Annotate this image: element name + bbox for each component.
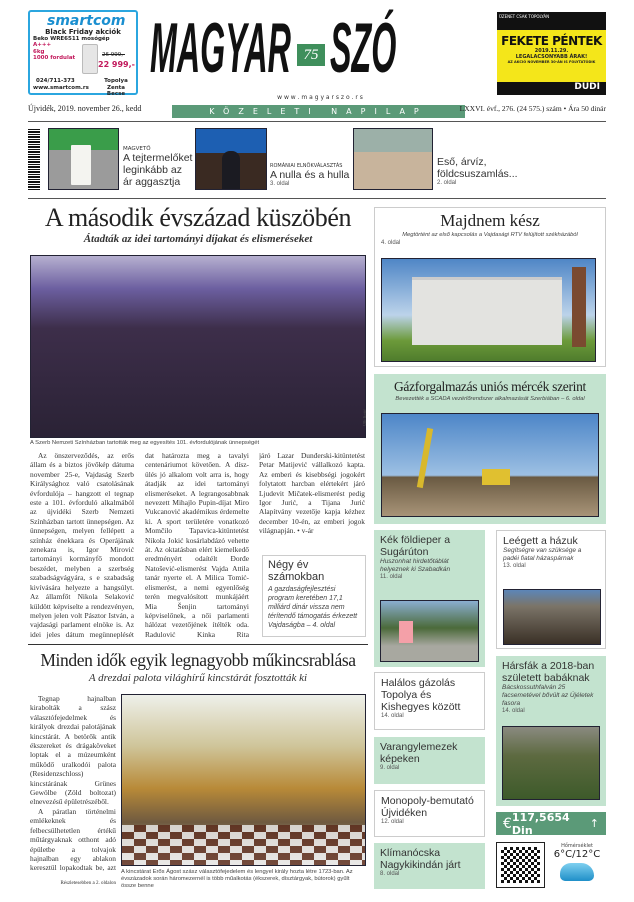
smartcom-ad[interactable] (28, 10, 138, 95)
theater-audience-image (30, 255, 366, 438)
side-box-title: Négy év számokban (268, 559, 325, 583)
divider (28, 121, 606, 122)
teaser-1[interactable] (123, 146, 193, 188)
story-page: 13. oldal (503, 563, 526, 569)
story-majdnem-kesz[interactable] (374, 207, 606, 367)
divider (28, 198, 606, 199)
side-box-text: A gazdaságfejlesztési program keretében 17,1 milliárd dinár vissza nem térítendő támogatás érkezett Vajdaságba – 4. oldal (268, 586, 358, 629)
ad-line: AZ AKCIÓ NOVEMBER 30-ÁN IS FOLYTATÓDIK (507, 60, 596, 64)
euro-icon: € (503, 815, 512, 832)
story-monopoly[interactable] (374, 790, 485, 837)
ad-title: Black Friday akciók (45, 28, 121, 36)
ad-web: www.smartcom.rs (33, 85, 89, 91)
arrow-up-icon: ↑ (589, 817, 599, 830)
second-subtitle: A drezdai palota világhírű kincstárát fosztották ki (88, 672, 308, 684)
body-text: A páratlan történelmi emlékeknek és felbecsülhetetlen értékű műtárgyaknak otthont adó épületbe a tolvajok hajnalban egy ablakon keresztül lopakodtak be, azt (30, 806, 116, 873)
more-link[interactable]: Részletesebben a 2. oldalon (60, 881, 116, 886)
story-harsfak[interactable] (496, 656, 606, 806)
fekete-pentek-ad[interactable] (497, 12, 606, 95)
ad-price: 22 999,- (98, 60, 135, 69)
lead-body-col-3 (259, 451, 365, 545)
weather-label: Hőmérséklet (561, 843, 593, 849)
second-article (28, 648, 368, 684)
photo-caption: A Szerb Nemzeti Színházban tartották meg az egyesítés 101. évfordulójának ünnepségét (30, 440, 260, 446)
teaser-title: A tejtermelőket leginkább az ár aggasztja (123, 152, 193, 188)
pipeline-image (381, 413, 599, 517)
lead-headline[interactable]: A második évszázad küszöbén (44, 203, 352, 232)
story-title: Klímanócska Nagykikindán járt (380, 847, 461, 871)
divider (28, 644, 368, 645)
body-text: járó Lazar Dunđerski-kitüntetést Petar Matijević vállalkozó kapta. Az emberi és kisebbségi jogokért folytatott harcban elértekért járó Ljudevit Mičatek-elismerést pedig Igor Jurić, a Tijana Jurić Alapítvány vezetője kapja kézhez december 10-én, az emberi jogok világnapján. • v-ár (259, 451, 365, 536)
issue-date: Újvidék, 2019. november 26., kedd (28, 104, 142, 113)
ad-product: Beko WRE6511 mosógép (33, 35, 110, 42)
story-subtitle: Huszonhat hirdetőtáblát helyeznek ki Szabadkán (380, 558, 451, 573)
ad-spec: 1000 fordulat (33, 55, 76, 61)
teaser-2[interactable] (270, 163, 350, 187)
second-body (30, 694, 116, 873)
ad-spec: 6kg (33, 48, 45, 55)
story-subtitle: Megtörtént az első kapcsolás a Vajdasági RTV felújított székházából (402, 232, 578, 238)
story-title: Halálos gázolás Topolya és Kishegyes között (381, 677, 461, 713)
story-page: 8. oldal (380, 871, 400, 877)
rtv-building-image (381, 258, 596, 362)
story-leegett[interactable] (496, 530, 606, 649)
story-title: Majdnem kész (440, 211, 540, 230)
ad-phone: 024/711-373 (36, 78, 75, 84)
flood-image (353, 128, 433, 190)
story-page: 9. oldal (380, 765, 400, 771)
story-kek-foldieper[interactable] (374, 530, 485, 667)
washing-machine-image (82, 44, 98, 74)
teaser-kicker: ROMÁNIAI ELNÖKVÁLASZTÁS (270, 163, 343, 169)
ad-brand: smartcom (47, 13, 126, 29)
teaser-kicker: MAGVETŐ (123, 146, 151, 152)
logo-text: MAGYAR (150, 9, 291, 89)
lead-body-col-1 (30, 451, 134, 639)
euro-rate (496, 812, 606, 835)
story-subtitle: Bácskossuthfalván 25 facsemetével bővült az Újéletek fasora (502, 684, 594, 707)
teaser-title: A nulla és a hulla (270, 169, 350, 181)
ad-top: ÜZENET CSAK TOPOLYÁN (497, 12, 606, 30)
weather (548, 843, 606, 881)
story-page: 4. oldal (381, 240, 401, 246)
ad-spec: A+++ (33, 42, 52, 48)
teaser-title: Eső, árvíz, földcsuszamlás... (437, 156, 518, 180)
masthead-url: w w w . m a g y a r s z o . r s (277, 94, 363, 101)
lead-subtitle: Átadták az idei tartományi díjakat és elismeréseket (83, 233, 313, 245)
teaser-3[interactable] (437, 156, 527, 186)
story-title: Gázforgalmazás uniós mércék szerint (393, 379, 587, 394)
tree-planting-image (502, 726, 600, 800)
ad-title: FEKETE PÉNTEK (501, 34, 602, 48)
burnt-house-image (503, 589, 601, 645)
body-text: Tegnap hajnalban kirabolták a szász választófejedelmek és királyok drezdai palotájának kincstárát. A betörők antik ékszereket és drágaköveket loptak el a múzeumként működő uralkodói palota (Residenzschloss) kincstárának Grünes Gewölbe (Zöld boltozat) elnevezésű épületrészéből. (30, 694, 116, 807)
ad-line: LEGALACSONYABB ÁRAK! (515, 54, 588, 60)
story-title: Varangylemezek képeken (380, 741, 458, 765)
logo-text: SZÓ (330, 9, 397, 89)
ad-date: 2019.11.29. (534, 48, 569, 54)
story-page: 14. oldal (381, 713, 404, 719)
story-title: Monopoly-bemutató Újvidéken (381, 795, 474, 819)
election-image (195, 128, 267, 190)
story-klima[interactable] (374, 843, 485, 889)
second-headline[interactable]: Minden idők egyik legnagyobb műkincsrablása (40, 650, 356, 670)
euro-value: 117,5654 Din (511, 810, 570, 837)
photo-caption: A kincstárat Erős Ágost szász választófejedelem és lengyel király hozta létre 1723-ban. Az évszázadok során háromezernél is több műalkotás (ékszerek, dísztárgyak, bútorok) gyűlt össze benne (121, 869, 353, 889)
treasury-image (121, 694, 366, 866)
side-box-four-years[interactable] (262, 555, 366, 637)
story-halalos[interactable] (374, 672, 485, 730)
tagline-band: KÖZELETI NAPILAP (172, 105, 465, 118)
story-title: Leégett a házuk (503, 535, 578, 547)
photo-credit: Ulli Ikotić (361, 409, 367, 426)
billboard-image (380, 600, 479, 662)
teaser-page: 2. oldal (437, 180, 457, 186)
story-title: Kék földieper a Sugárúton (380, 534, 451, 558)
weather-value: 6°C/12°C (553, 849, 601, 860)
logo-badge: 75 (297, 44, 325, 66)
story-varangy[interactable] (374, 737, 485, 784)
barcode (28, 128, 40, 190)
story-gaz[interactable] (374, 374, 606, 524)
qr-code[interactable] (496, 842, 545, 888)
ad-old-price: 26 999,- (102, 52, 125, 58)
story-page: 11. oldal (380, 574, 403, 580)
milk-glass-image (48, 128, 119, 190)
story-page: 12. oldal (381, 819, 404, 825)
story-title: Hársfák a 2018-ban született babáknak (502, 660, 595, 684)
issue-number: LXXVI. évf., 276. (24 575.) szám • Ára 50 dinár (459, 104, 606, 113)
ad-towns: Topolya Zenta Becse (104, 78, 128, 97)
story-subtitle: Bevezették a SCADA vezérlőrendszer alkalmazását Szerbiában – 6. oldal (395, 396, 585, 402)
masthead-logo (150, 9, 470, 89)
lead-body-col-2 (145, 451, 249, 639)
body-text: Az önszerveződés, az erős állam és a biztos jövőkép dátuma november 25-e, Vajdaság Szerb Királysághoz való csatolásának évfordulója – hangzott el tegnap este a 101. évforduló alkalmából az újvidéki Szerb Nemzeti Színházban tartott ünnepségen. Az ünnepségen, melyen fellépett a színház énekkara és Operájának zenekara is, Igor Mirović tartományi kormányfő mondott beszédet, melyben a szerbség szabadságvágyára, s e szabadság kivívására helyezte a hangsúlyt. Az államfőt Nikola Selaković küldött képviselte a rendezvényen, melyen jelen volt Pásztor István, a vajdasági parlament elnöke is. Az idei jeles dátum megünneplését (30, 451, 134, 639)
lead-article (28, 203, 368, 245)
cloud-icon (560, 863, 594, 881)
story-page: 14. oldal (502, 708, 525, 714)
teaser-page: 3. oldal (270, 181, 290, 187)
ad-brand: DUDI (574, 82, 600, 92)
body-text: dat határozta meg a tavalyi centenáriumot követően. A díszülés jó alkalom volt arra is, hogy átadják az idei tartományi elismeréseket. A legrangosabbnak nevezett Mihajlo Pupin-díjat Miro Vukcanović akadémikus érdemelte ki. A sport területére vonatkozó Momčilo Tapavica-kitüntetést Nikola Jokić kosárlabdázó vehette át. Az oktatásban elért kiemelkedő eredményért odaítélt Đorđe Natošević-elismerést Vajda Attila tanár nyerte el. A Milica Tomić-elismerést, a nemi egyenlőség terén megvalósított munkájáért Mia Šenjin tartományi képviselőnek, a női parlamenti hálózat vezetőjének ítélték oda. Radulović Kinka Rita (145, 451, 249, 639)
story-subtitle: Segítségre van szüksége a padéi fiatal házaspárnak (503, 547, 582, 562)
